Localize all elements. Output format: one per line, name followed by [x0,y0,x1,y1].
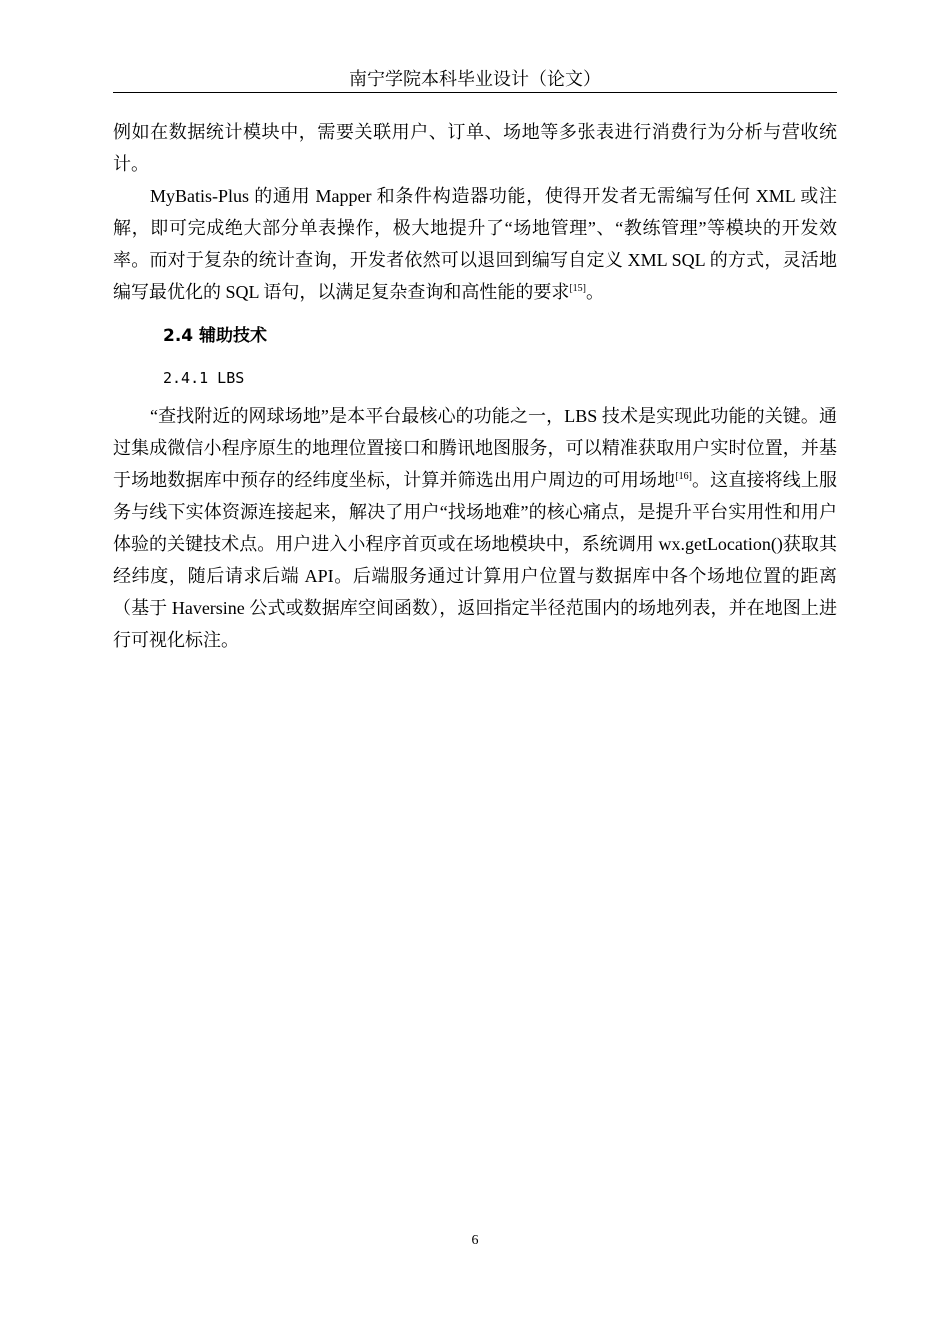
paragraph-lbs-text-2: 。这直接将线上服务与线下实体资源连接起来，解决了用户“找场地难”的核心痛点，是提升平台实用性和用户体验的关键技术点。用户进入小程序首页或在场地模块中，系统调用 wx.getLocation()获取其经纬度，随后请求后端 API。后端服务通过计算用户位置与数据库中各个场地位置的距离（基于 Haversine 公式或数据库空间函数），返回指定半径范围内的场地列表，并在地图上进行可视化标注。 [113,470,837,650]
paragraph-continuation: 例如在数据统计模块中，需要关联用户、订单、场地等多张表进行消费行为分析与营收统计。 [113,122,837,174]
paragraph-mybatis-plus-end: 。 [586,282,605,302]
page-header-title: 南宁学院本科毕业设计（论文） [349,69,601,89]
citation-15: [15] [569,283,587,294]
main-content [113,116,837,656]
paragraph-mybatis-plus-text: MyBatis-Plus 的通用 Mapper 和条件构造器功能，使得开发者无需编写任何 XML 或注解，即可完成绝大部分单表操作，极大地提升了“场地管理”、“教练管理”等模块的开发效率。而对于复杂的统计查询，开发者依然可以退回到编写自定义 XML SQL 的方式，灵活地编写最优化的 SQL 语句，以满足复杂查询和高性能的要求 [113,186,837,302]
header-divider [113,92,837,93]
subsection-heading-2-4-1: 2.4.1 LBS [163,369,245,387]
page-number: 6 [471,1233,479,1248]
citation-16: [16] [675,471,692,482]
paragraph-lbs-text-1: “查找附近的网球场地”是本平台最核心的功能之一，LBS 技术是实现此功能的关键。通过集成微信小程序原生的地理位置接口和腾讯地图服务，可以精准获取用户实时位置，并基于场地数据库中预存的经纬度坐标，计算并筛选出用户周边的可用场地 [113,406,837,490]
paragraph-mybatis-plus [113,180,837,308]
paragraph-lbs [113,400,837,656]
section-heading-2-4: 2.4 辅助技术 [163,326,268,346]
